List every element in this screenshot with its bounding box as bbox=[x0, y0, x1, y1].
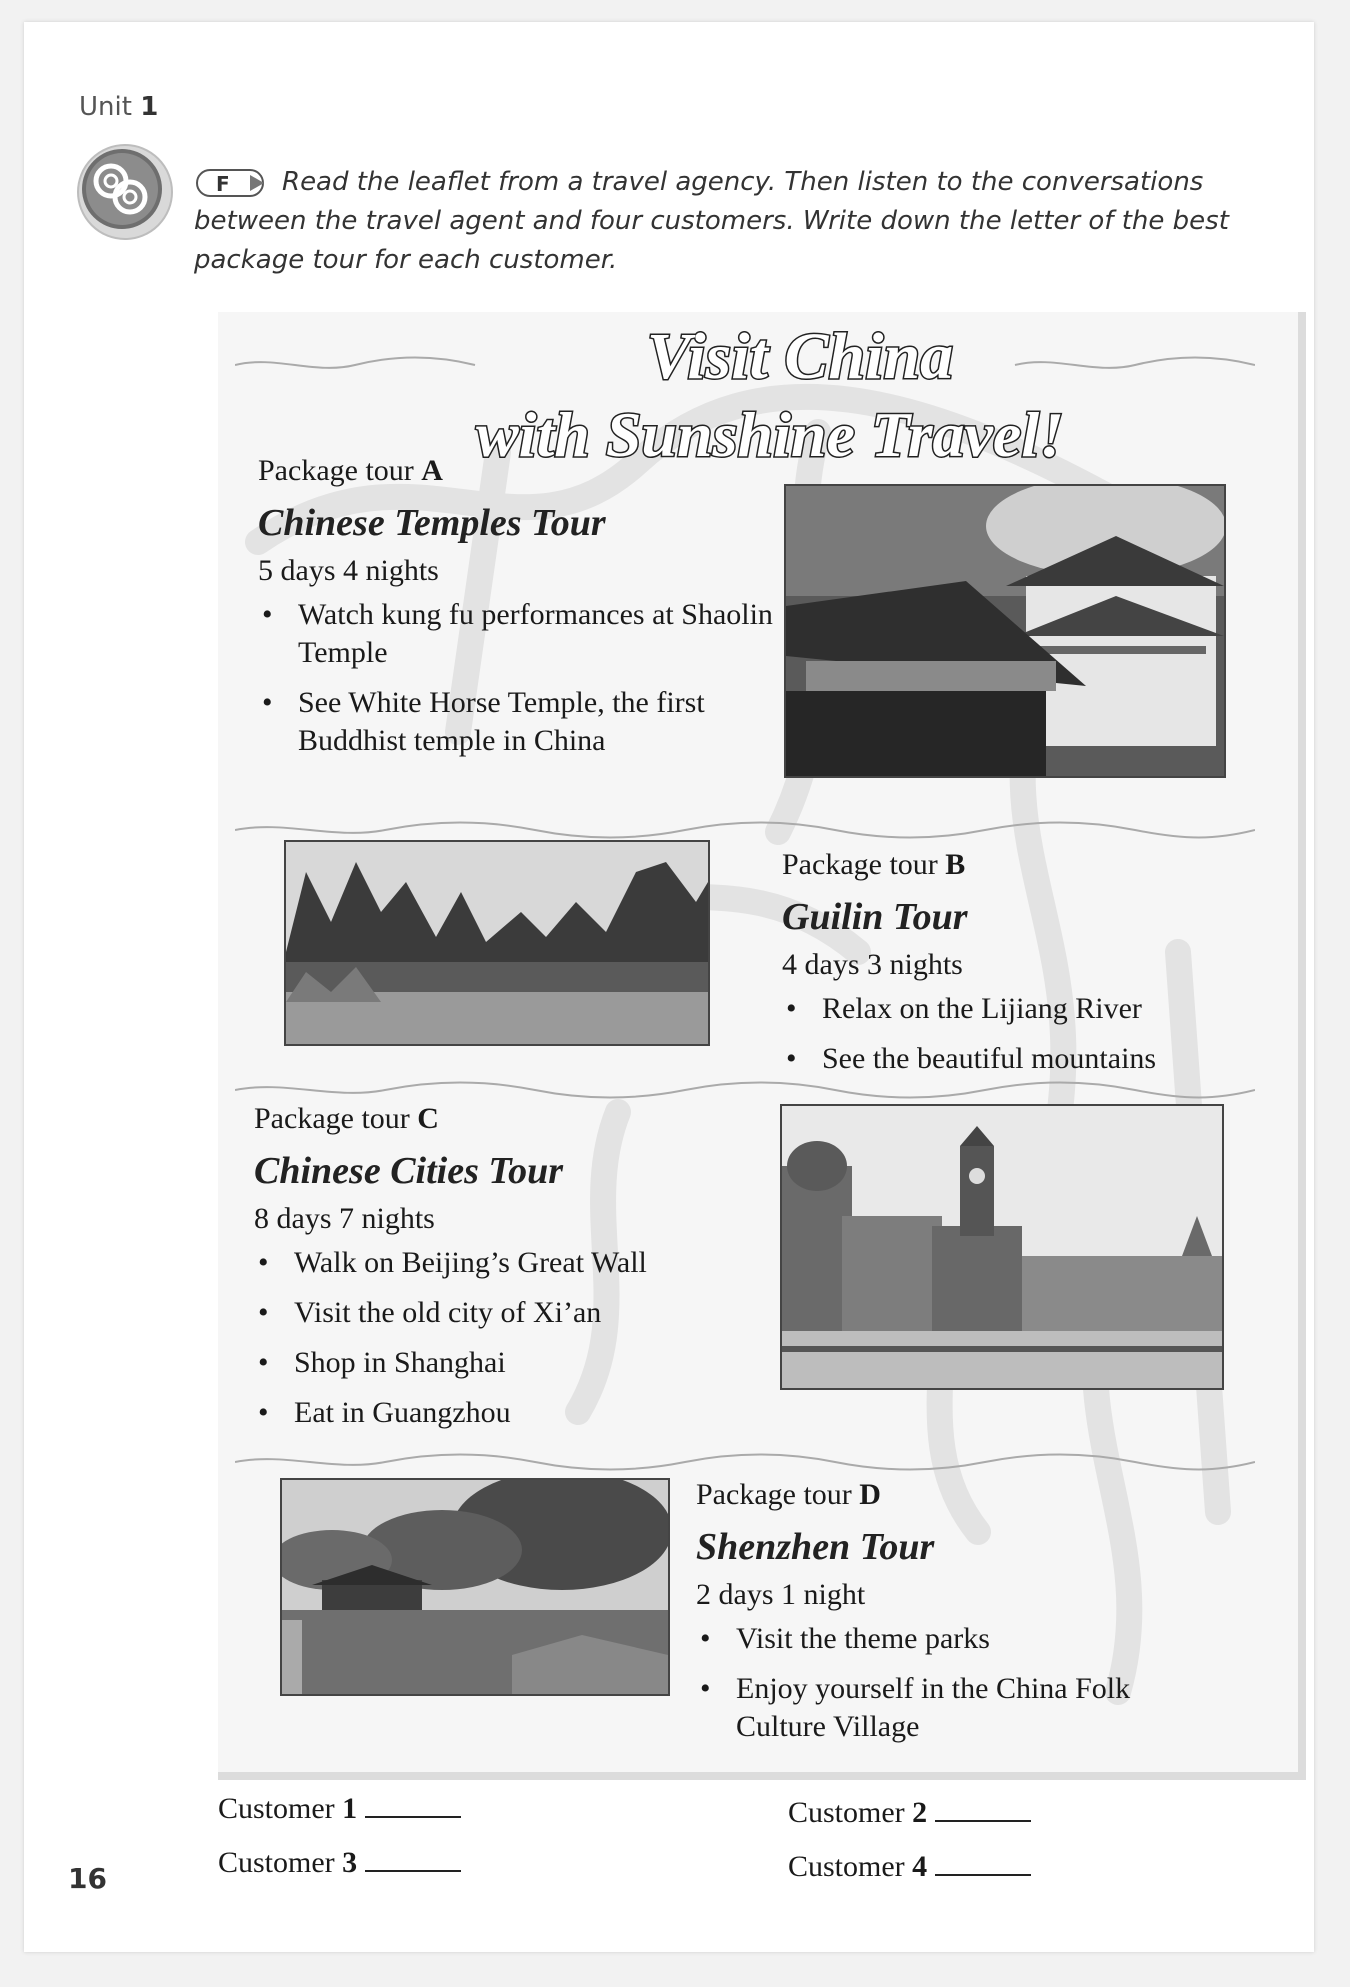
list-item: • Relax on the Lijiang River bbox=[786, 992, 1142, 1025]
list-item: • See the beautiful mountains bbox=[786, 1042, 1157, 1075]
tour-bullets bbox=[254, 1244, 754, 1432]
listening-section-icon bbox=[76, 143, 174, 241]
page-number: 16 bbox=[68, 1862, 107, 1895]
title-line-1: Visit China bbox=[646, 320, 954, 393]
package-tour-b bbox=[782, 846, 1242, 1090]
exercise-letter: F bbox=[216, 172, 230, 196]
list-item: • Enjoy yourself in the China Folk Culture Village bbox=[700, 1672, 1131, 1743]
title-line-2: with Sunshine Travel! bbox=[475, 399, 1065, 470]
tour-bullets bbox=[782, 990, 1242, 1078]
tour-label: Package tour C bbox=[254, 1102, 439, 1135]
photo-shanghai-bund bbox=[780, 1104, 1224, 1390]
answer-customer-2: Customer 2 bbox=[788, 1796, 1031, 1830]
package-tour-a bbox=[258, 452, 778, 772]
unit-word: Unit bbox=[79, 92, 132, 122]
answer-blank[interactable] bbox=[365, 1848, 461, 1872]
answer-blank[interactable] bbox=[935, 1798, 1031, 1822]
unit-heading bbox=[79, 92, 158, 122]
answer-customer-1: Customer 1 bbox=[218, 1792, 461, 1826]
photo-folk-village bbox=[280, 1478, 670, 1696]
photo-temple bbox=[784, 484, 1226, 778]
tour-name: Guilin Tour bbox=[782, 896, 968, 938]
tour-duration: 4 days 3 nights bbox=[782, 948, 963, 981]
list-item: • Visit the old city of Xi’an bbox=[258, 1296, 602, 1329]
tour-name: Chinese Temples Tour bbox=[258, 502, 606, 544]
tour-bullets bbox=[696, 1620, 1226, 1746]
tour-name: Chinese Cities Tour bbox=[254, 1150, 564, 1192]
answer-customer-3: Customer 3 bbox=[218, 1846, 461, 1880]
tour-name: Shenzhen Tour bbox=[696, 1526, 935, 1568]
answer-customer-4: Customer 4 bbox=[788, 1850, 1031, 1884]
divider-wave-2 bbox=[235, 1080, 1255, 1100]
list-item: • Walk on Beijing’s Great Wall bbox=[258, 1246, 647, 1279]
list-item: • Shop in Shanghai bbox=[258, 1346, 506, 1379]
answer-blank[interactable] bbox=[935, 1852, 1031, 1876]
list-item: • Watch kung fu performances at Shaolin Temple bbox=[262, 598, 773, 669]
tour-duration: 8 days 7 nights bbox=[254, 1202, 435, 1235]
divider-wave-1 bbox=[235, 820, 1255, 840]
tour-label: Package tour D bbox=[696, 1478, 881, 1511]
divider-wave-top bbox=[235, 355, 1255, 375]
list-item: • See White Horse Temple, the first Buddhist temple in China bbox=[262, 686, 705, 757]
exercise-instructions: Read the leaflet from a travel agency. Then listen to the conversations between the travel agent and four customers. Write down the letter of the best package tour for each customer. bbox=[194, 167, 1229, 275]
answer-blank[interactable] bbox=[365, 1794, 461, 1818]
package-tour-c bbox=[254, 1100, 754, 1444]
list-item: • Eat in Guangzhou bbox=[258, 1396, 511, 1429]
unit-number: 1 bbox=[140, 92, 159, 122]
package-tour-d bbox=[696, 1476, 1226, 1758]
tour-label: Package tour A bbox=[258, 454, 443, 487]
tour-label: Package tour B bbox=[782, 848, 966, 881]
photo-guilin-mountains bbox=[284, 840, 710, 1046]
tour-duration: 2 days 1 night bbox=[696, 1578, 866, 1611]
list-item: • Visit the theme parks bbox=[700, 1622, 990, 1655]
divider-wave-3 bbox=[235, 1452, 1255, 1472]
tour-bullets bbox=[258, 596, 778, 760]
tour-duration: 5 days 4 nights bbox=[258, 554, 439, 587]
